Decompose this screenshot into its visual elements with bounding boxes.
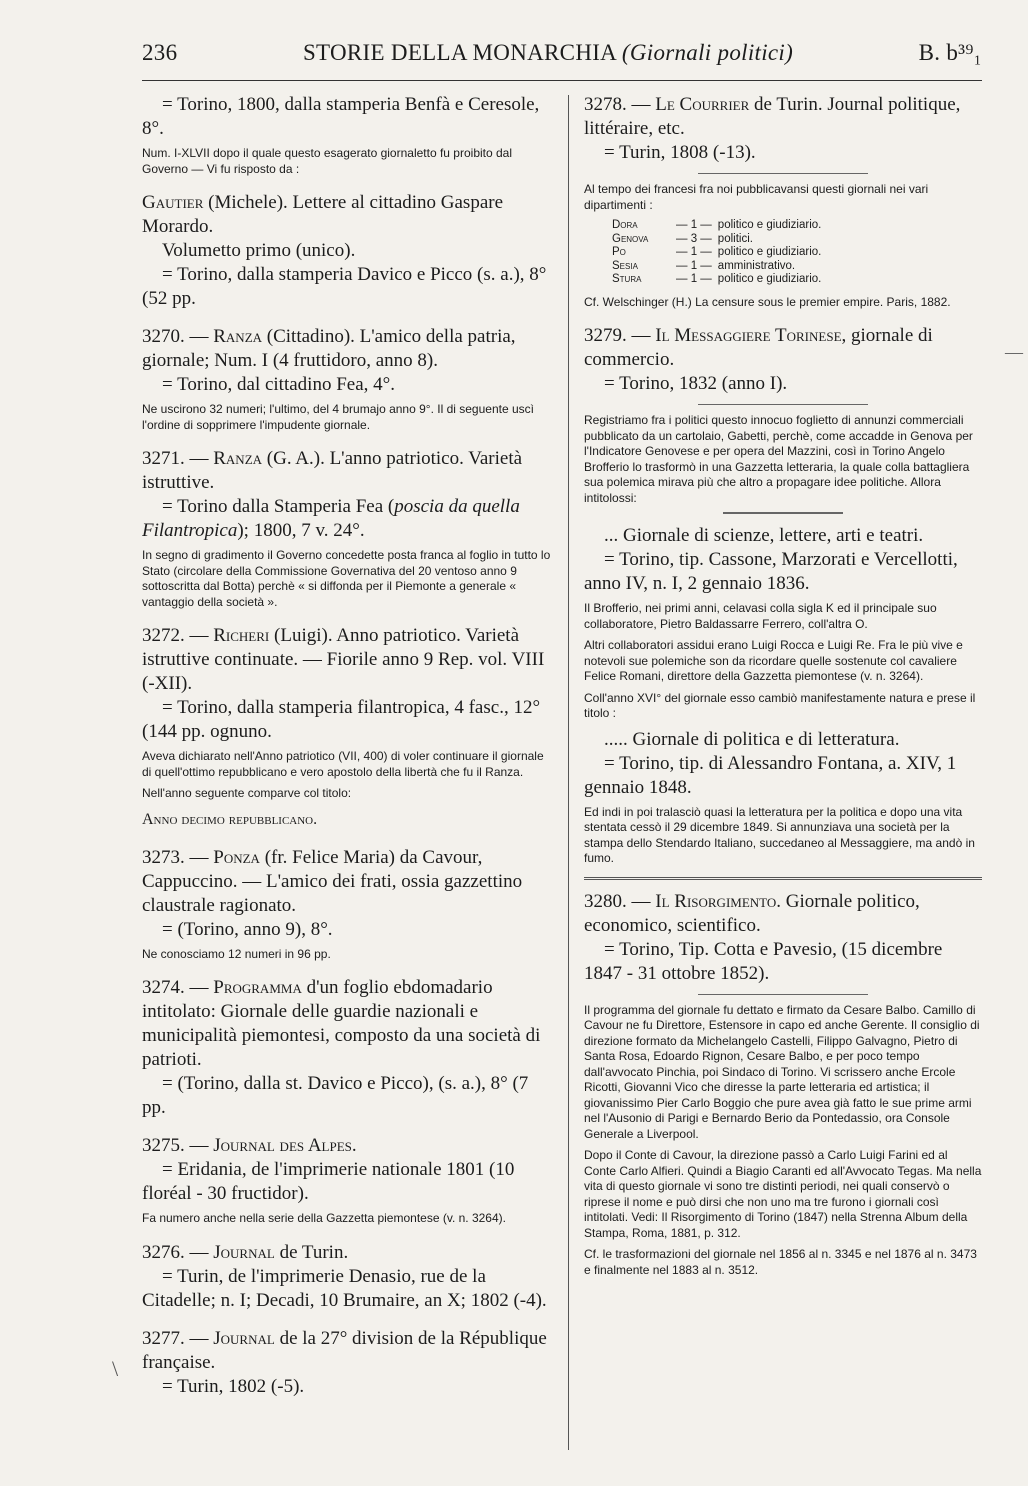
entry-3275 [142,1134,554,1158]
page-title [303,40,793,66]
left-column [142,93,554,1473]
entry-imprint: = Torino, dal cittadino Fea, 4°. [162,374,395,395]
entry-note: Aveva dichiarato nell'Anno patriotico (VII, 400) di voler continuare il giornale di quell'ottimo repubblicano e vero apostolo della libertà che fu il Ranza. [142,749,544,779]
entry-number: 3273. — [142,846,209,868]
entry-title: (fr. Felice Maria) da Cavour, Cappuccino. — L'amico dei frati, ossia gazzettino claustrale ragionato. [142,846,523,916]
entry-imprint: = Torino, dalla stamperia filantropica, 4 fasc., 12° (144 pp. ognuno. [142,697,541,742]
entry-volume: Volumetto primo (unico). [162,240,356,261]
section-mark: B. b³⁹₁ [918,40,982,65]
author-name: Richeri [213,625,270,646]
entry-title: Giornale politico, economico, scientifico. [584,890,920,936]
entry-newtitle: Anno decimo repubblicano. [142,810,318,828]
margin-mark: — [1005,342,1023,362]
entry-number: 3274. — [142,977,209,998]
subtitle-2: ..... Giornale di politica e di letteratura. [604,728,900,750]
entry-title: (Michele). Lettere al cittadino Gaspare Morardo. [142,192,504,237]
table-cell: — 1 — [676,259,712,272]
entry-note: Coll'anno XVI° del giornale esso cambiò manifestamente natura e prese il titolo : [584,690,976,720]
table-cell: Dora [612,219,638,231]
entry-note: Ne conosciamo 12 numeri in 96 pp. [142,946,331,961]
entry-number: 3275. — [142,1135,209,1156]
entry-3277 [142,1327,554,1375]
page-number: 236 [142,40,178,65]
separator-rule [698,173,868,174]
table-row [612,246,827,260]
entry-3272 [142,624,554,696]
entry-number: 3279. — [584,325,651,346]
title-italic: (Giornali politici) [621,40,794,65]
table-row [612,219,827,233]
entry-note: Registriamo fra i politici questo innocuo foglietto di annunzi commerciali pubblicato da un cartolaio, Gabetti, perchè, come accadde in Genova per l'Indicatore Genovese e per opera del Mazzini, così in Torino Angelo Brofferio lo trasformò in una Gazzetta letteraria, la quale colla battagliera sua polemica mirava più che altro a propagare idee politiche. Allora intitolossi: [584,413,973,505]
entry-imprint: = (Torino, dalla st. Davico e Picco), (s. a.), 8° (7 pp. [142,1073,529,1118]
table-cell: — 3 — [676,232,712,245]
right-column [584,93,982,1473]
section-rule [584,877,982,880]
table-cell: politico e giudiziario. [717,273,822,285]
separator-rule [698,404,868,405]
entry-number: 3280. — [584,890,651,912]
author-name: Il Risorgimento. [655,890,782,912]
entry-imprint: = (Torino, anno 9), 8°. [162,918,333,940]
ornament-rule [723,512,843,514]
entry-3273 [142,846,554,918]
entry-imprint: = Torino, dalla stamperia Davico e Picco (s. a.), 8° (52 pp. [142,264,547,309]
entry-number: 3277. — [142,1327,209,1349]
margin-mark: \ [112,1356,119,1381]
author-name: Gautier [142,192,204,213]
author-name: Programma [213,977,302,998]
entry-title: d'un foglio ebdomadario intitolato: Giornale delle guardie nazionali e municipalità piemontesi, composto da una società di patrioti. [142,977,541,1070]
table-cell: Po [612,246,626,258]
entry-number: 3270. — [142,326,209,347]
entry-title: de la 27° division de la République française. [142,1327,547,1373]
entry-imprint: = Torino, tip. Cassone, Marzorati e Vercellotti, anno IV, n. I, 2 gennaio 1836. [584,549,958,594]
imprint-part: ); 1800, 7 v. 24°. [237,520,365,541]
running-header [142,40,982,80]
entry-title: de Turin. Journal politique, littéraire, etc. [584,94,961,139]
entry-note: Fa numero anche nella serie della Gazzetta piemontese (v. n. 3264). [142,1211,506,1225]
header-rule [142,80,982,81]
entry-note: In segno di gradimento il Governo concedette posta franca al foglio in tutto lo Stato (circolare della Commissione Governativa del 20 ventoso anno 9 sottoscritta dal Botta) perchè « si diffonda per il Piemonte a generale « vantaggio della società ». [142,548,551,609]
entry-number: 3271. — [142,448,209,469]
author-name: Journal [213,1241,275,1263]
entry-3274 [142,976,554,1072]
table-row [612,260,827,274]
author-name: Ranza [213,326,263,347]
table-cell: politici. [717,232,753,245]
entry-imprint: = Torino, 1800, dalla stamperia Benfà e Ceresole, 8°. [142,94,540,139]
entry-3271 [142,447,554,495]
author-name: Le Courrier [655,94,750,115]
entry-3280 [584,890,982,938]
author-name: Ponza [213,846,260,868]
entry-3278 [584,93,982,141]
table-cell: — 1 — [676,219,712,231]
table-cell: — 1 — [676,273,712,285]
entry-title: de Turin. [279,1241,349,1263]
table-row [612,233,827,247]
table-cell: politico e giudiziario. [717,246,822,258]
author-name: Ranza [213,448,263,469]
entry-note: Cf. le trasformazioni del giornale nel 1856 al n. 3345 e nel 1876 al n. 3473 e finalmente nel 1883 al n. 3512. [584,1247,977,1277]
table-cell: — 1 — [676,246,712,258]
entry-imprint: = Eridania, de l'imprimerie nationale 1801 (10 floréal - 30 fructidor). [142,1159,515,1204]
table-cell: Sesia [612,259,638,272]
column-divider [568,95,569,1450]
entry-number: 3272. — [142,625,209,646]
table-cell: Genova [612,232,649,245]
entry-imprint: = Torino, tip. di Alessandro Fontana, a. XIV, 1 gennaio 1848. [584,752,957,798]
entry-number: 3276. — [142,1241,209,1263]
table-cell: amministrativo. [717,259,796,272]
entry-3279 [584,324,982,372]
entry-imprint: = Torino, Tip. Cotta e Pavesio, (15 dicembre 1847 - 31 ottobre 1852). [584,938,943,984]
entry-title: , giornale di commercio. [584,325,933,370]
table-row [612,273,827,287]
subtitle-1: ... Giornale di scienze, lettere, arti e teatri. [604,525,924,546]
imprint-part: = Torino dalla Stamperia Fea ( [162,496,395,517]
entry-title: (G. A.). L'anno patriotico. Varietà istruttive. [142,448,523,493]
entry-number: 3278. — [584,94,651,115]
entry-imprint: = Turin, de l'imprimerie Denasio, rue de la Citadelle; n. I; Decadi, 10 Brumaire, an X; 1802 (-4). [142,1265,547,1311]
author-name: Journal des Alpes. [213,1135,357,1156]
entry-title: (Cittadino). L'amico della patria, giornale; Num. I (4 fruttidoro, anno 8). [142,326,516,371]
entry-note: Cf. Welschinger (H.) La censure sous le premier empire. Paris, 1882. [584,294,951,309]
entry-imprint [142,495,554,543]
title-main: STORIE DELLA MONARCHIA [302,40,616,65]
entry-3276 [142,1241,554,1265]
entry-note: Ed indi in poi tralasciò quasi la letteratura per la politica e dopo una vita stentata cessò il 29 dicembre 1849. Si annunziava una società per la stampa dello Stendardo Italiano, succedaneo al Messaggiere, ma andò in fumo. [584,804,975,865]
author-name: Il Messaggiere Torinese [655,325,842,346]
entry-note: Al tempo dei francesi fra noi pubblicavansi questi giornali nei vari dipartimenti : [584,182,929,212]
entry-note: Nell'anno seguente comparve col titolo: [142,786,352,800]
entry-imprint: = Turin, 1808 (-13). [604,142,756,163]
entry-title: (Luigi). Anno patriotico. Varietà istruttive continuate. — Fiorile anno 9 Rep. vol. VIII (-XII). [142,625,545,694]
entry-note: Num. I-XLVII dopo il quale questo esagerato giornaletto fu proibito dal Governo — Vi fu risposto da : [142,146,513,176]
departments-table [612,219,827,287]
entry-gautier [142,191,554,239]
entry-note: Dopo il Conte di Cavour, la direzione passò a Carlo Luigi Farini ed al Conte Carlo Alfieri. Quindi a Biagio Caranti ed all'Avvocato Tegas. Ma nella vita di questo giornale vi sono tre distinti periodi, nei quali conservò o riprese il nome e può dirsi che non uno ma tre furono i giornali così intitolati. Vedi: Il Risorgimento di Torino (1847) nella Strenna Album della Stampa, Roma, 1881, p. 312. [584,1148,982,1240]
entry-imprint: = Turin, 1802 (-5). [162,1375,305,1397]
entry-note: Ne uscirono 32 numeri; l'ultimo, del 4 brumajo anno 9°. Il di seguente uscì l'ordine di sopprimere l'impudente giornale. [142,402,534,432]
entry-3270 [142,325,554,373]
entry-note: Il Brofferio, nei primi anni, celavasi colla sigla K ed il principale suo collaboratore, Pietro Baldassarre Ferrero, coll'altra O. [584,601,937,631]
separator-rule [698,994,868,995]
entry-imprint: = Torino, 1832 (anno I). [604,373,788,394]
entry-note: Il programma del giornale fu dettato e firmato da Cesare Balbo. Camillo di Cavour ne fu Direttore, Estensore in capo ed anche Gerente. Il consiglio di direzione formato da Michelangelo Castelli, Filippo Galvagno, Pietro di Santa Rosa, Edoardo Rignon, Cesare Balbo, e per poco tempo dall'avvocato Pinchia, poi Sindaco di Torino. Vi scrissero anche Ercole Ricotti, Giovanni Vico che diresse la parte letteraria ed artistica; il giovanissimo Pier Carlo Boggio che pure avea già fatto le sue prime armi nel l'Ausonio di Parigi e Bernardo Berio da Pontedassio, ora Console Generale a Liverpool. [584,1002,980,1141]
imprint-italic: poscia da quella Filantropica [142,496,520,541]
table-cell: Stura [612,273,642,285]
table-cell: politico e giudiziario. [717,219,822,231]
entry-note: Altri collaboratori assidui erano Luigi Rocca e Luigi Re. Fra le più vive e notevoli sue polemiche son da ricordare quelle sostenute col cavaliere Felice Romani, direttore della Gazzetta piemontese (v. n. 3264). [584,638,963,683]
author-name: Journal [213,1327,275,1349]
